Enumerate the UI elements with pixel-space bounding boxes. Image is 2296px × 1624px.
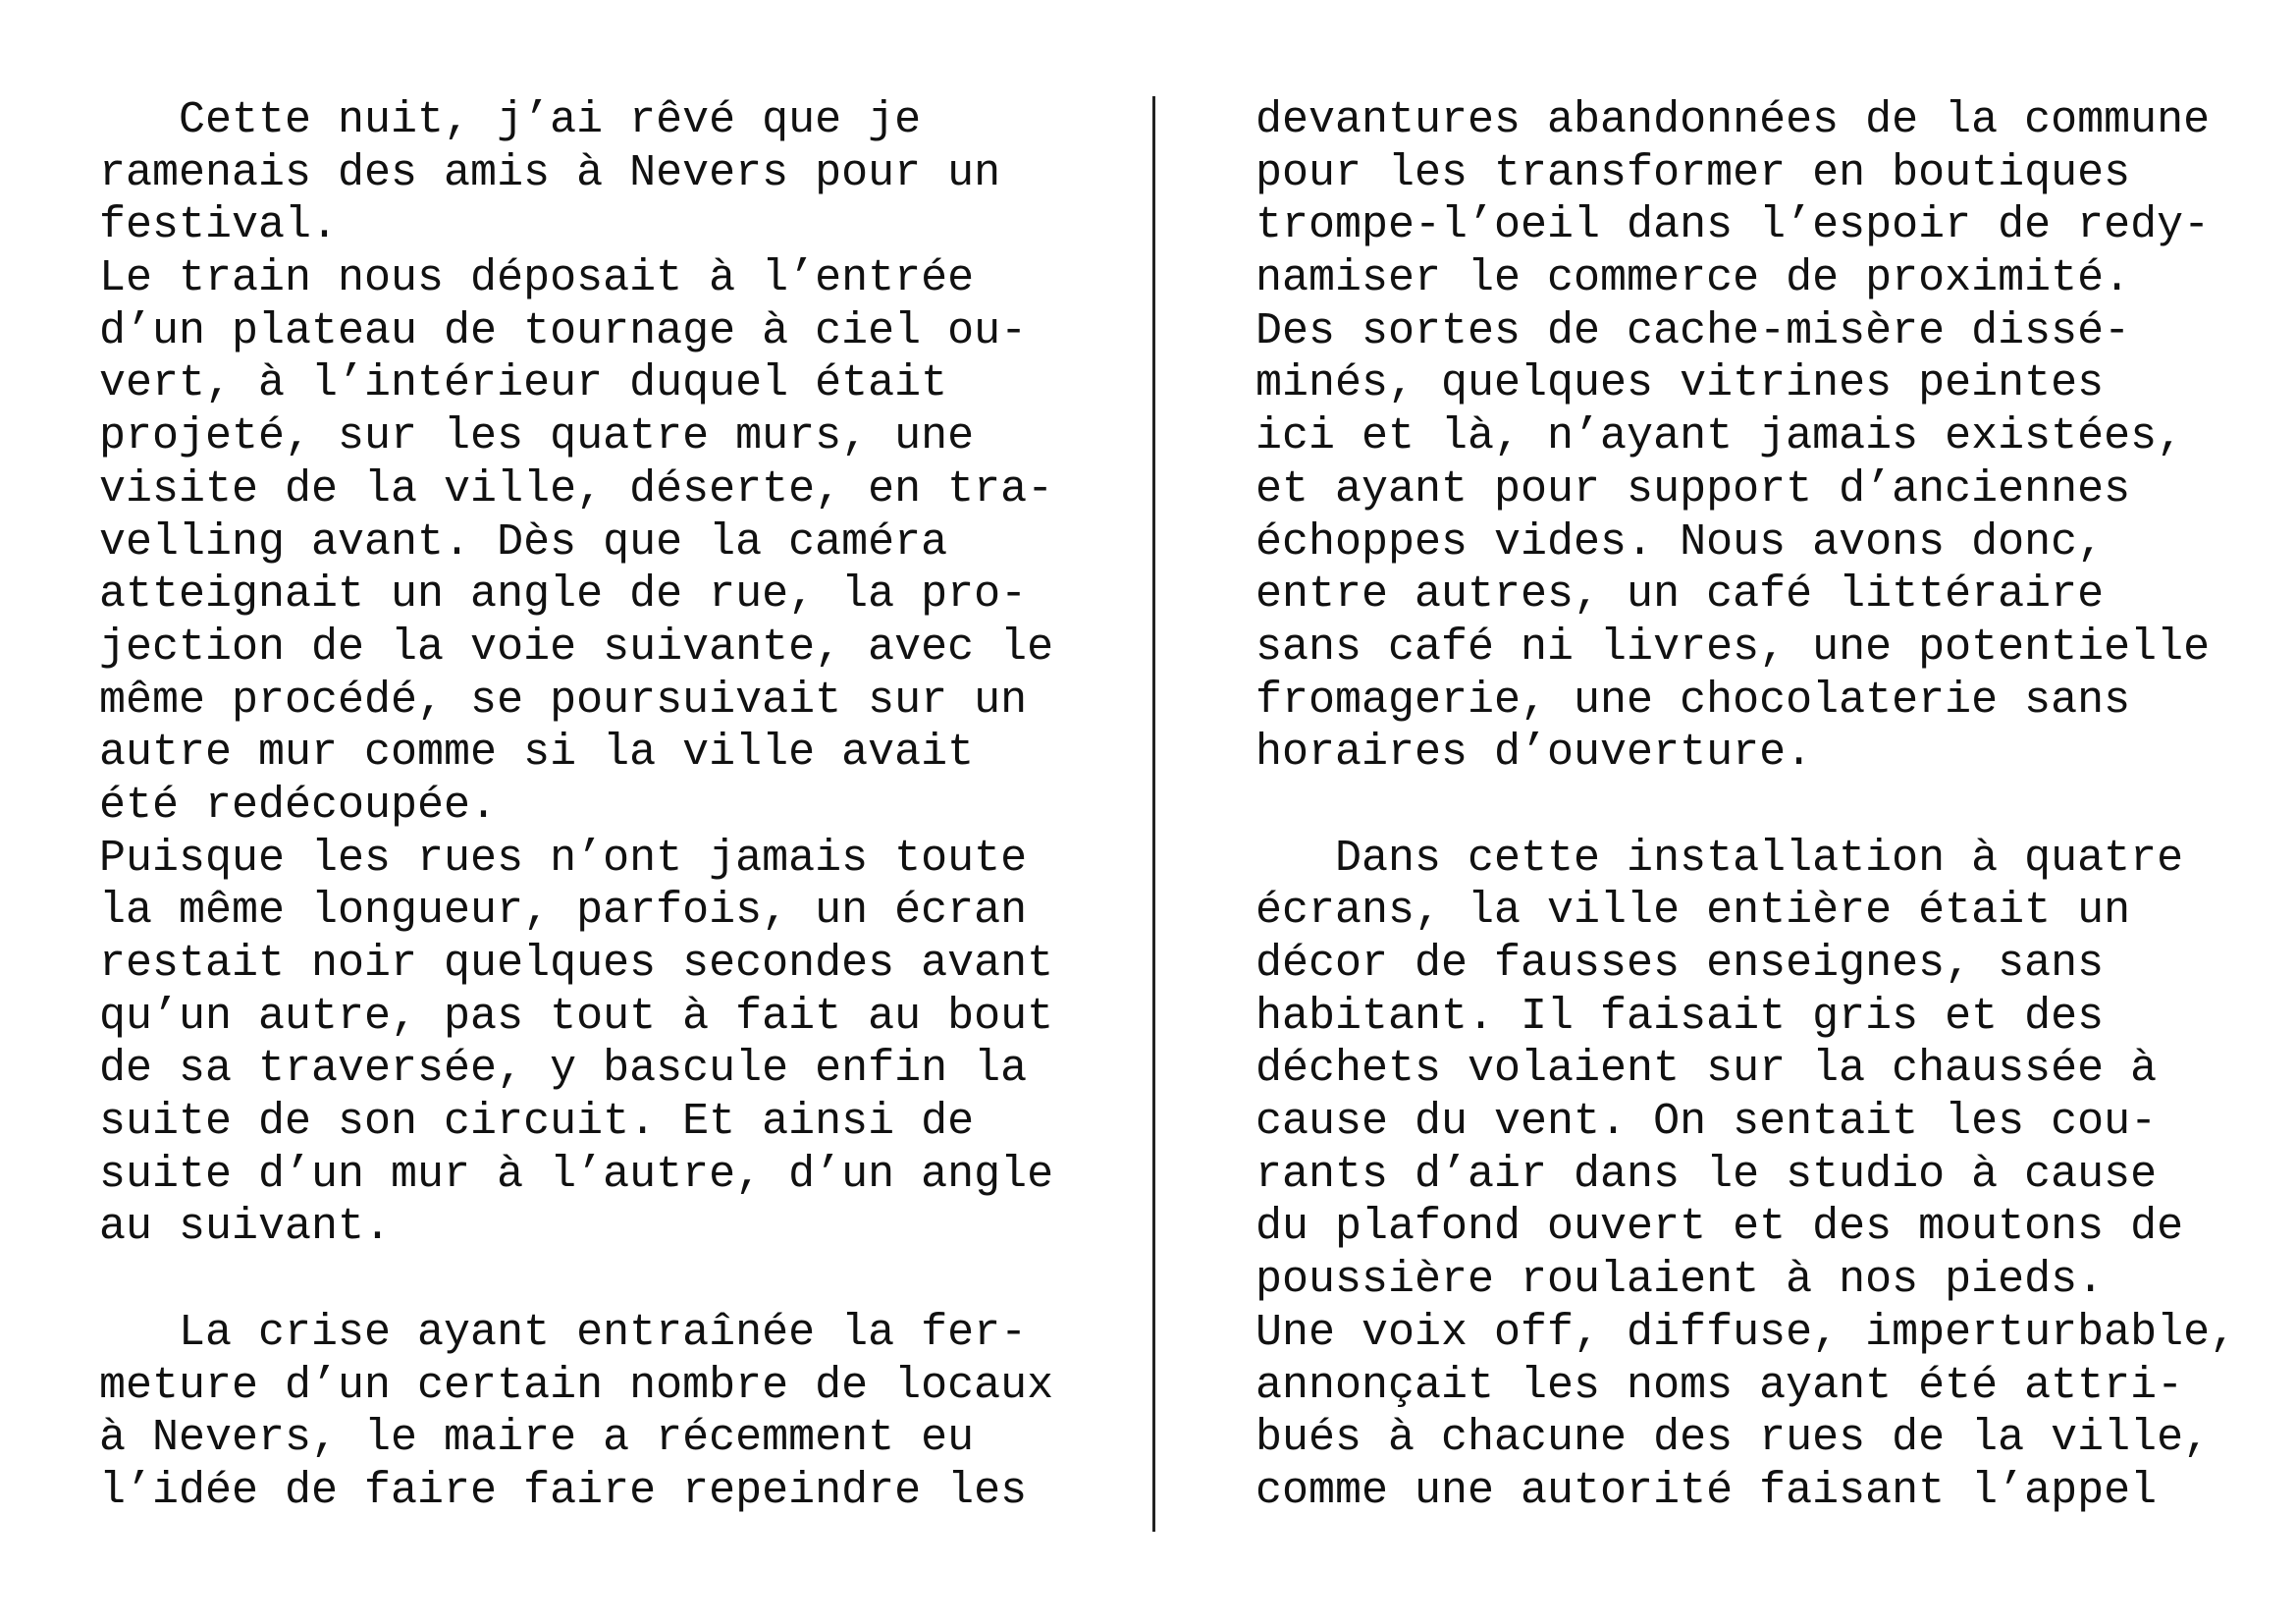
paragraph	[1255, 94, 2237, 780]
text-line: rants d’air dans le studio à cause	[1255, 1149, 2158, 1200]
text-line: annonçait les noms ayant été attri-	[1255, 1360, 2184, 1411]
text-line: Cette nuit, j’ai rêvé que je	[99, 95, 922, 145]
left-text-column	[99, 94, 1081, 1518]
text-line: échoppes vides. Nous avons donc,	[1255, 516, 2105, 568]
paragraph	[99, 1307, 1081, 1518]
right-text-column	[1255, 94, 2237, 1518]
text-line: été redécoupée.	[99, 780, 498, 831]
text-line: jection de la voie suivante, avec le	[99, 622, 1054, 673]
text-line: ici et là, n’ayant jamais existées,	[1255, 411, 2184, 462]
text-line: de sa traversée, y bascule enfin la	[99, 1044, 1028, 1095]
text-line: au suivant.	[99, 1202, 392, 1253]
text-line: Des sortes de cache-misère dissé-	[1255, 305, 2131, 356]
paragraph	[99, 94, 1081, 1254]
text-line: La crise ayant entraînée la fer-	[99, 1307, 1028, 1358]
text-line: cause du vent. On sentait les cou-	[1255, 1097, 2158, 1148]
text-line: pour les transformer en boutiques	[1255, 147, 2131, 198]
text-line: horaires d’ouverture.	[1255, 728, 1813, 779]
text-line: visite de la ville, déserte, en tra-	[99, 463, 1054, 514]
paragraph-spacer	[1255, 780, 2237, 833]
text-line: sans café ni livres, une potentielle	[1255, 622, 2211, 673]
text-line: Dans cette installation à quatre	[1255, 833, 2184, 884]
text-line: à Nevers, le maire a récemment eu	[99, 1413, 975, 1464]
text-line: l’idée de faire faire repeindre les	[99, 1465, 1028, 1516]
text-line: autre mur comme si la ville avait	[99, 728, 975, 779]
text-line: restait noir quelques secondes avant	[99, 939, 1054, 989]
text-line: minés, quelques vitrines peintes	[1255, 358, 2105, 409]
text-line: bués à chacune des rues de la ville,	[1255, 1413, 2211, 1464]
text-line: Puisque les rues n’ont jamais toute	[99, 833, 1028, 884]
text-line: ramenais des amis à Nevers pour un	[99, 147, 1001, 198]
text-line: suite de son circuit. Et ainsi de	[99, 1097, 975, 1148]
text-line: du plafond ouvert et des moutons de	[1255, 1202, 2184, 1253]
text-line: namiser le commerce de proximité.	[1255, 253, 2131, 304]
text-line: trompe-l’oeil dans l’espoir de redy-	[1255, 200, 2211, 251]
text-line: poussière roulaient à nos pieds.	[1255, 1255, 2105, 1306]
text-line: fromagerie, une chocolaterie sans	[1255, 675, 2131, 726]
text-line: et ayant pour support d’anciennes	[1255, 463, 2131, 514]
text-line: habitant. Il faisait gris et des	[1255, 991, 2105, 1042]
text-line: Le train nous déposait à l’entrée	[99, 253, 975, 304]
column-divider	[1152, 96, 1155, 1532]
text-line: projeté, sur les quatre murs, une	[99, 411, 975, 462]
paragraph	[1255, 833, 2237, 1518]
text-line: déchets volaient sur la chaussée à	[1255, 1044, 2158, 1095]
text-line: festival.	[99, 200, 339, 251]
text-line: d’un plateau de tournage à ciel ou-	[99, 305, 1028, 356]
text-line: velling avant. Dès que la caméra	[99, 516, 948, 568]
text-line: Une voix off, diffuse, imperturbable,	[1255, 1307, 2237, 1358]
text-line: vert, à l’intérieur duquel était	[99, 358, 948, 409]
text-line: devantures abandonnées de la commune	[1255, 95, 2211, 145]
text-line: écrans, la ville entière était un	[1255, 886, 2131, 937]
paragraph-spacer	[99, 1254, 1081, 1307]
text-line: qu’un autre, pas tout à fait au bout	[99, 991, 1054, 1042]
text-line: comme une autorité faisant l’appel	[1255, 1465, 2158, 1516]
text-line: la même longueur, parfois, un écran	[99, 886, 1028, 937]
text-line: décor de fausses enseignes, sans	[1255, 939, 2105, 989]
text-line: même procédé, se poursuivait sur un	[99, 675, 1028, 726]
text-line: entre autres, un café littéraire	[1255, 569, 2105, 621]
text-line: atteignait un angle de rue, la pro-	[99, 569, 1028, 621]
text-line: meture d’un certain nombre de locaux	[99, 1360, 1054, 1411]
text-line: suite d’un mur à l’autre, d’un angle	[99, 1149, 1054, 1200]
